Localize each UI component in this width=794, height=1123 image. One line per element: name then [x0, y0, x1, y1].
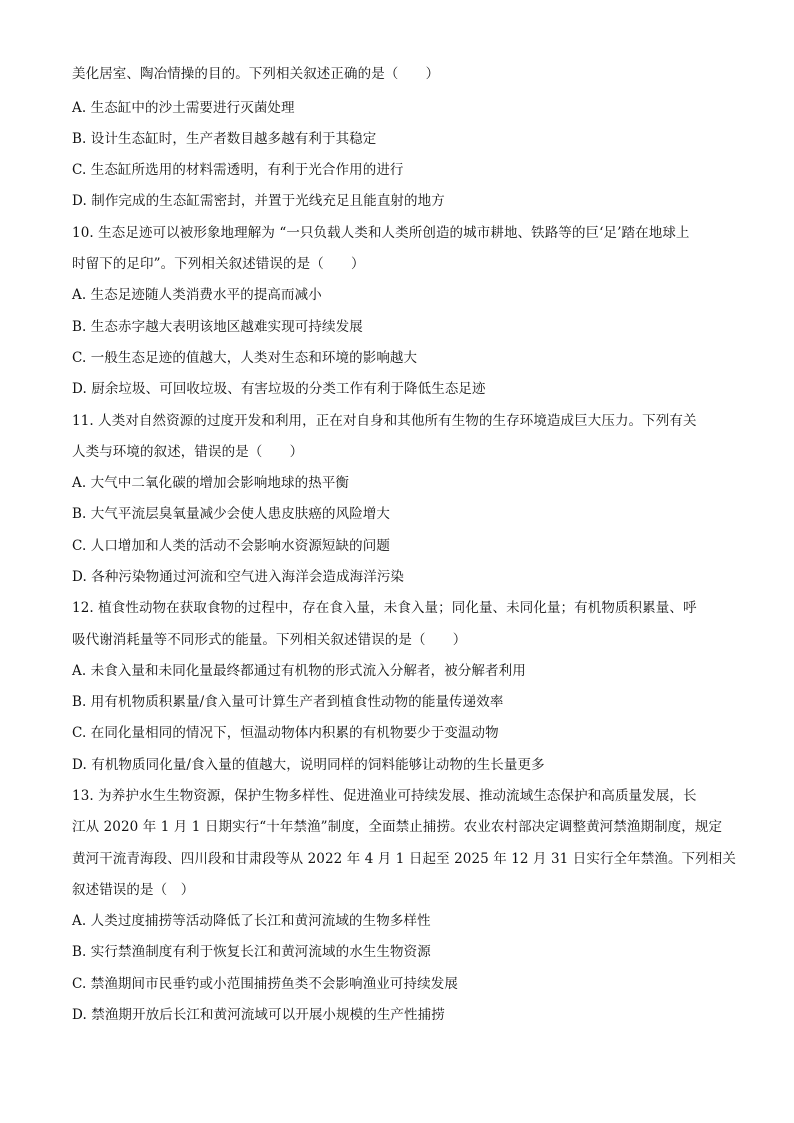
question-10-option-b: B. 生态赤字越大表明该地区越难实现可持续发展	[72, 319, 363, 335]
question-10-option-a: A. 生态足迹随人类消费水平的提高而减小	[72, 287, 322, 303]
question-9-option-a: A. 生态缸中的沙土需要进行灭菌处理	[72, 100, 295, 116]
question-13-option-b: B. 实行禁渔制度有利于恢复长江和黄河流域的水生生物资源	[72, 944, 431, 960]
question-12-option-b: B. 用有机物质积累量/食入量可计算生产者到植食性动物的能量传递效率	[72, 694, 504, 710]
question-13-option-a: A. 人类过度捕捞等活动降低了长江和黄河流域的生物多样性	[72, 913, 431, 929]
question-11-option-d: D. 各种污染物通过河流和空气进入海洋会造成海洋污染	[72, 569, 405, 585]
question-10-option-c: C. 一般生态足迹的值越大，人类对生态和环境的影响越大	[72, 350, 418, 366]
question-10-stem-line-2: 时留下的足印”。下列相关叙述错误的是（ ）	[72, 256, 365, 272]
question-10-stem-line-1: 10. 生态足迹可以被形象地理解为 “一只负载人类和人类所创造的城市耕地、铁路等的巨‘足’踏在地球上	[72, 225, 690, 241]
question-12-option-c: C. 在同化量相同的情况下，恒温动物体内积累的有机物要少于变温动物	[72, 725, 499, 741]
question-11-option-a: A. 大气中二氧化碳的增加会影响地球的热平衡	[72, 475, 350, 491]
question-13-option-c: C. 禁渔期间市民垂钓或小范围捕捞鱼类不会影响渔业可持续发展	[72, 976, 458, 992]
question-11-option-b: B. 大气平流层臭氧量减少会使人患皮肤癌的风险增大	[72, 506, 391, 522]
question-9-option-b: B. 设计生态缸时，生产者数目越多越有利于其稳定	[72, 131, 377, 147]
question-13-stem-line-4: 叙述错误的是（ ）	[72, 882, 195, 898]
question-13-stem-line-3: 黄河干流青海段、四川段和甘肃段等从 2022 年 4 月 1 日起至 2025 年 12 月 31 日实行全年禁渔。下列相关	[72, 851, 736, 867]
question-11-option-c: C. 人口增加和人类的活动不会影响水资源短缺的问题	[72, 538, 390, 554]
question-9-stem-continued: 美化居室、陶冶情操的目的。下列相关叙述正确的是（ ）	[72, 66, 440, 82]
question-12-stem-line-2: 吸代谢消耗量等不同形式的能量。下列相关叙述错误的是（ ）	[72, 632, 467, 648]
question-13-stem-line-1: 13. 为养护水生生物资源，保护生物多样性、促进渔业可持续发展、推动流域生态保护和高质量发展，长	[72, 788, 697, 804]
question-12-option-a: A. 未食入量和未同化量最终都通过有机物的形式流入分解者，被分解者利用	[72, 663, 526, 679]
question-13-option-d: D. 禁渔期开放后长江和黄河流域可以开展小规模的生产性捕捞	[72, 1007, 445, 1023]
question-10-option-d: D. 厨余垃圾、可回收垃圾、有害垃圾的分类工作有利于降低生态足迹	[72, 381, 486, 397]
question-12-stem-line-1: 12. 植食性动物在获取食物的过程中，存在食入量，未食入量；同化量、未同化量；有机物质积累量、呼	[72, 600, 697, 616]
question-11-stem-line-1: 11. 人类对自然资源的过度开发和利用，正在对自身和其他所有生物的生存环境造成巨大压力。下列有关	[72, 413, 697, 429]
question-11-stem-line-2: 人类与环境的叙述，错误的是（ ）	[72, 444, 304, 460]
question-9-option-c: C. 生态缸所选用的材料需透明，有利于光合作用的进行	[72, 162, 404, 178]
question-9-option-d: D. 制作完成的生态缸需密封，并置于光线充足且能直射的地方	[72, 193, 445, 209]
question-12-option-d: D. 有机物质同化量/食入量的值越大，说明同样的饲料能够让动物的生长量更多	[72, 757, 545, 773]
question-13-stem-line-2: 江从 2020 年 1 月 1 日期实行“十年禁渔”制度，全面禁止捕捞。农业农村部决定调整黄河禁渔期制度，规定	[72, 819, 723, 835]
